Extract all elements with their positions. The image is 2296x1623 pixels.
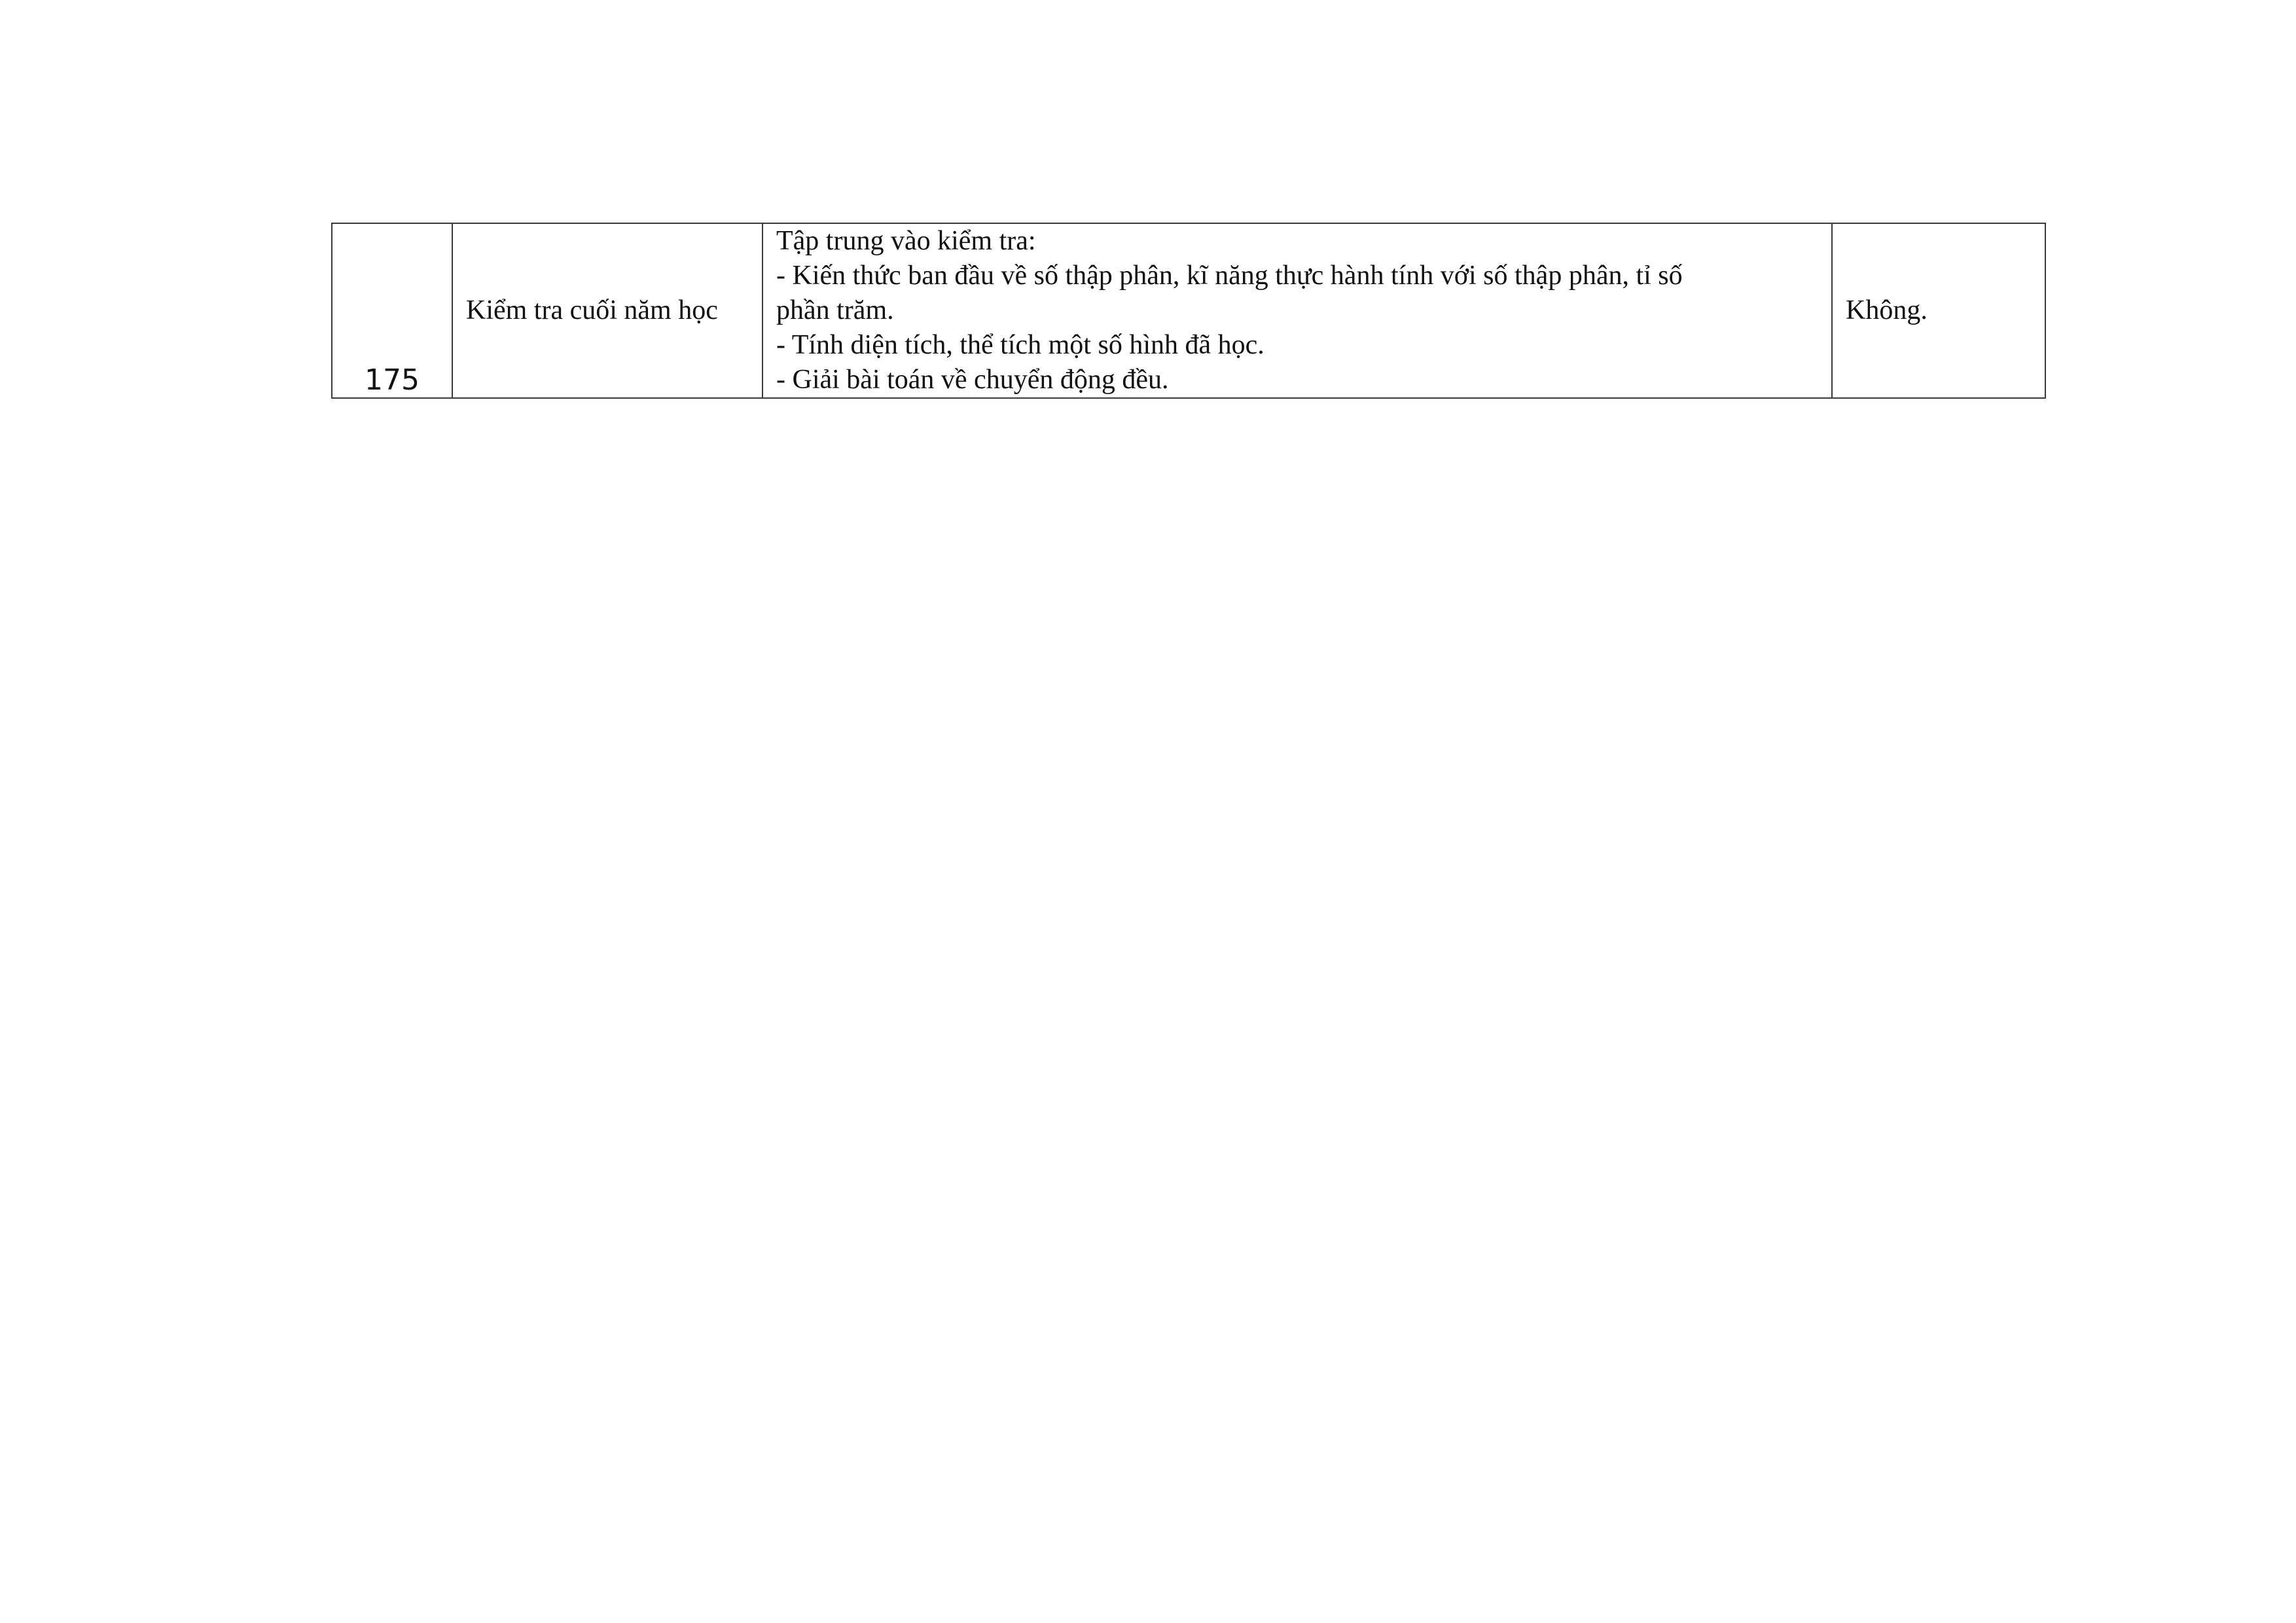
- content-intro: Tập trung vào kiểm tra:: [776, 226, 1036, 256]
- lesson-title: Kiểm tra cuối năm học: [466, 295, 718, 325]
- lesson-number: 175: [365, 363, 420, 397]
- lesson-note: Không.: [1846, 295, 1928, 325]
- lesson-content-cell: [762, 223, 1832, 398]
- content-item-3: - Giải bài toán về chuyển động đều.: [776, 365, 1169, 395]
- lesson-number-cell: [332, 223, 452, 398]
- lesson-title-cell: [452, 223, 762, 398]
- content-item-1-line-2: phần trăm.: [776, 295, 894, 325]
- content-item-2: - Tính diện tích, thể tích một số hình đã học.: [776, 330, 1265, 360]
- content-item-1-line-1: - Kiến thức ban đầu về số thập phân, kĩ năng thực hành tính với số thập phân, tỉ số: [776, 261, 1683, 291]
- table-row: [332, 223, 2045, 398]
- lesson-note-cell: [1832, 223, 2045, 398]
- lesson-plan-table: [331, 223, 2046, 399]
